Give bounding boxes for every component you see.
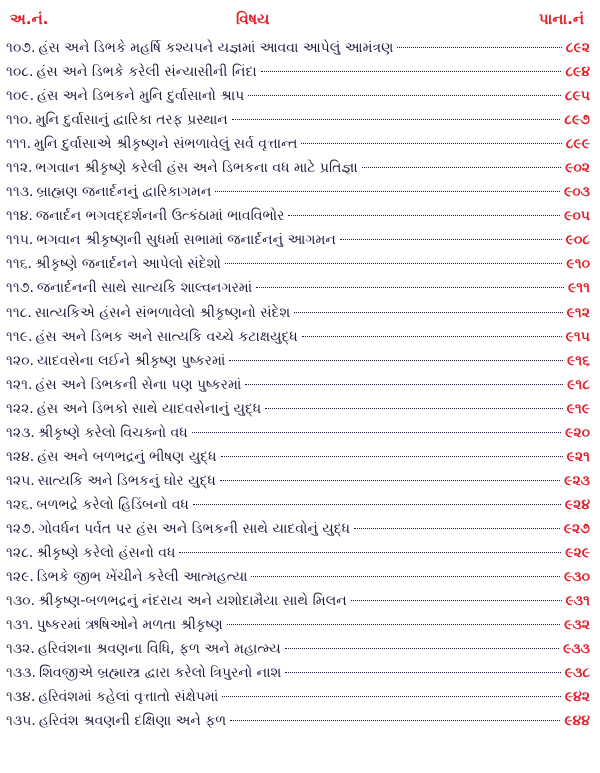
- entry-title: હરિવંશના શ્રવણના વિધિ, ફળ અને મહાત્મ્ય: [37, 641, 281, 658]
- entry-title: જનાર્દનની સાથે સાત્યકિ શાલ્વનગરમાં: [36, 280, 253, 297]
- column-header-page: પાના.નં: [538, 10, 584, 28]
- entry-title: ડિભકે જીભ ખેંચીને કરેલી આત્મહત્યા: [36, 569, 248, 586]
- entry-page-number: ૯૧૫: [565, 328, 590, 345]
- entry-number: ૧૨૧: [6, 376, 28, 393]
- entry-number-separator: .: [29, 617, 34, 634]
- entry-page-number: ૯૧૧: [567, 280, 590, 297]
- entry-page-number: ૮૯૫: [564, 88, 590, 105]
- entry-page-number: ૮૯૯: [565, 136, 590, 153]
- entry-title: શ્રીકૃષ્ણે જનાર્દનને આપેલો સંદેશો: [35, 256, 221, 273]
- entry-number: ૧૧૫: [6, 232, 29, 249]
- dot-leader: [362, 167, 561, 168]
- toc-entry: [6, 661, 590, 685]
- dot-leader: [285, 648, 559, 649]
- toc-header: [6, 6, 592, 34]
- entry-title: હંસ અને ડિભકની સેના પણ પુષ્કરમાં: [35, 376, 242, 393]
- entry-number-separator: .: [29, 88, 35, 105]
- dot-leader: [285, 672, 560, 673]
- entry-number-separator: .: [27, 160, 33, 177]
- entry-number: ૧૩૧: [6, 617, 30, 634]
- entry-title: જનાર્દન ભગવદ્દર્શનની ઉત્કંઠામાં ભાવવિભોર: [35, 208, 285, 225]
- toc-entry: [6, 156, 590, 180]
- entry-page-number: ૯૦૫: [564, 208, 590, 225]
- toc-entry: [6, 541, 590, 565]
- entry-page-number: ૯૦૩: [563, 184, 590, 201]
- entry-number: ૧૨૬: [6, 496, 29, 513]
- toc-entry: [6, 493, 590, 517]
- dot-leader: [256, 287, 564, 288]
- dot-leader: [221, 456, 563, 457]
- toc-entry: [6, 421, 590, 445]
- toc-entry: [6, 108, 590, 132]
- column-header-number: અ.નં.: [10, 10, 49, 28]
- entry-number: ૧૧૬: [6, 256, 28, 273]
- entry-number-separator: .: [28, 112, 33, 129]
- entry-title: બ્રાહ્મણ જનાર્દનનું દ્વારિકાગમન: [36, 184, 212, 201]
- toc-entry: [6, 252, 590, 276]
- entry-number-separator: .: [30, 424, 35, 441]
- entry-number-separator: .: [29, 64, 34, 81]
- entry-title: હંસ અને ડિભક અને સાત્યકિ વચ્ચે કટાક્ષયુદ્ધ: [35, 328, 298, 345]
- dot-leader: [265, 408, 562, 409]
- entry-number-separator: .: [28, 232, 34, 249]
- entry-number: ૧૧૮: [6, 304, 28, 321]
- entry-number-separator: .: [28, 496, 34, 513]
- entry-number-separator: .: [30, 689, 36, 706]
- column-header-subject: વિષય: [236, 10, 270, 28]
- toc-entry: [6, 180, 590, 204]
- entry-title: ભગવાન શ્રીકૃષ્ણની સુધર્મા સભામાં જનાર્દનનું આગમન: [36, 232, 336, 249]
- dot-leader: [220, 480, 560, 481]
- entry-page-number: ૯૩૮: [564, 665, 590, 682]
- entry-number: ૧૦૮: [6, 64, 29, 81]
- toc-entry: [6, 637, 590, 661]
- dot-leader: [301, 143, 561, 144]
- entry-number: ૧૧૭: [6, 280, 30, 297]
- dot-leader: [192, 432, 561, 433]
- entry-number-separator: .: [31, 713, 36, 730]
- toc-entry: [6, 589, 590, 613]
- entry-page-number: ૯૩૧: [565, 593, 590, 610]
- entry-page-number: ૯૨૪: [564, 496, 590, 513]
- entry-title: મુનિ દુર્વાસાનું દ્વારિકા તરફ પ્રસ્થાન: [35, 112, 228, 129]
- entry-number: ૧૨૪: [6, 448, 30, 465]
- dot-leader: [354, 528, 560, 529]
- entry-page-number: ૯૨૩: [564, 472, 590, 489]
- entry-title: સાત્યકિએ હંસને સંભળાવેલો શ્રીકૃષ્ણનો સંદેશ: [34, 304, 291, 321]
- dot-leader: [288, 215, 560, 216]
- entry-number: ૧૧૩: [6, 184, 30, 201]
- dot-leader: [193, 504, 561, 505]
- entry-title: ભગવાન શ્રીકૃષ્ણે કરેલી હંસ અને ડિભકના વધ માટે પ્રતિજ્ઞા: [35, 160, 358, 177]
- entry-title: ગોવર્ધન પર્વત પર હંસ અને ડિભકની સાથે યાદવોનું યુદ્ધ: [38, 520, 350, 537]
- entry-page-number: ૯૧૨: [566, 304, 590, 321]
- dot-leader: [340, 239, 562, 240]
- entry-number-separator: .: [29, 352, 34, 369]
- entry-number-separator: .: [30, 520, 36, 537]
- entry-title: હંસ અને ડિભકે કરેલી સંન્યાસીની નિંદા: [36, 64, 257, 81]
- toc-entry: [6, 204, 590, 228]
- entry-title: યાદવસેના લઈને શ્રીકૃષ્ણ પુષ્કરમાં: [36, 352, 226, 369]
- entry-number-separator: .: [27, 256, 33, 273]
- toc-entry: [6, 565, 590, 589]
- dot-leader: [227, 624, 560, 625]
- entry-title: શિવજીએ બ્રહ્માસ્ત્ર દ્વારા કરેલો ત્રિપુરનો નાશ: [38, 665, 282, 682]
- entry-number-separator: .: [30, 472, 35, 489]
- toc-entry: [6, 60, 590, 84]
- toc-entry: [6, 276, 590, 300]
- entry-number: ૧૦૯: [6, 88, 30, 105]
- entry-page-number: ૯૨૦: [565, 424, 590, 441]
- toc-entry: [6, 613, 590, 637]
- entry-title: બળભદ્રે કરેલો હિડિંબનો વધ: [36, 496, 189, 513]
- entry-page-number: ૯૩૦: [563, 569, 590, 586]
- dot-leader: [225, 263, 563, 264]
- entry-title: હંસ અને ડિભકે મહર્ષિ કશ્યપને યજ્ઞમાં આવવા આપેલું આમંત્રણ: [38, 40, 394, 56]
- entry-title: શ્રીકૃષ્ણે કરેલો વિચક્નો વધ: [37, 424, 188, 441]
- entry-number: ૧૨૯: [6, 569, 30, 586]
- toc-entry: [6, 445, 590, 469]
- dot-leader: [232, 119, 561, 120]
- entry-number: ૧૧૧: [6, 136, 27, 153]
- entry-number: ૧૩૦: [6, 593, 31, 610]
- entry-page-number: ૯૩૩: [563, 641, 590, 658]
- entry-title: હંસ અને ડિભકને મુનિ દુર્વાસાનો શ્રાપ: [37, 88, 245, 105]
- entry-page-number: ૮૯૪: [565, 64, 590, 81]
- toc-entry: [6, 709, 590, 733]
- entry-page-number: ૯૩૨: [564, 617, 590, 634]
- entry-page-number: ૯૦૨: [565, 160, 590, 177]
- entry-title: મુનિ દુર્વાસાએ શ્રીકૃષ્ણને સંભળાવેલું સર્વ વૃત્તાન્ત: [34, 136, 298, 153]
- dot-leader: [179, 552, 561, 553]
- entry-page-number: ૯૪૨: [564, 689, 590, 706]
- entry-title: સાત્યકિ અને ડિભકનું ઘોર યુદ્ધ: [37, 472, 216, 489]
- entry-number-separator: .: [30, 641, 35, 658]
- toc-entry: [6, 373, 590, 397]
- entry-number: ૧૨૨: [6, 400, 30, 417]
- dot-leader: [215, 191, 560, 192]
- entry-number: ૧૨૩: [6, 424, 31, 441]
- entry-number-separator: .: [27, 376, 33, 393]
- entry-title: હંસ અને ડિભકો સાથે યાદવસેનાનું યુદ્ધ: [36, 400, 262, 417]
- toc-entry: [6, 36, 590, 60]
- entry-page-number: ૮૯૨: [565, 40, 590, 56]
- entry-title: હરિવંશ શ્રવણની દક્ષિણા અને ફળ: [38, 713, 227, 730]
- entry-number-separator: .: [29, 184, 34, 201]
- entry-number: ૧૧૦: [6, 112, 29, 129]
- entry-page-number: ૯૨૧: [566, 448, 590, 465]
- dot-leader: [397, 47, 561, 48]
- entry-title: શ્રીકૃષ્ણ-બળભદ્રનું નંદરાય અને યશોદામૈયા સાથે મિલન: [38, 593, 347, 610]
- entry-number: ૧૨૦: [6, 352, 30, 369]
- entry-number-separator: .: [31, 40, 36, 56]
- toc-entry: [6, 301, 590, 325]
- entry-number-separator: .: [31, 665, 36, 682]
- entry-number: ૧૧૪: [6, 208, 29, 225]
- entry-number-separator: .: [28, 328, 33, 345]
- entry-number-separator: .: [29, 448, 35, 465]
- entry-number-separator: .: [29, 280, 34, 297]
- entry-number: ૧૩૫: [6, 713, 32, 730]
- entry-page-number: ૯૧૮: [567, 376, 590, 393]
- entry-page-number: ૯૧૦: [566, 256, 590, 273]
- entry-number: ૧૧૯: [6, 328, 29, 345]
- entry-number: ૧૨૮: [6, 544, 29, 561]
- entry-number: ૧૩૩: [6, 665, 32, 682]
- dot-leader: [294, 312, 562, 313]
- toc-entry: [6, 685, 590, 709]
- entry-title: હંસ અને બળભદ્રનું ભીષણ યુદ્ધ: [37, 448, 217, 465]
- entry-page-number: ૯૧૬: [567, 352, 590, 369]
- toc-entries: [6, 36, 590, 733]
- entry-title: હરિવંશમાં કહેલાં વૃત્તાતો સંક્ષેપમાં: [38, 689, 219, 706]
- entry-number: ૧૨૭: [6, 520, 31, 537]
- toc-entry: [6, 469, 590, 493]
- entry-number-separator: .: [26, 136, 32, 153]
- entry-page-number: ૯૨૭: [563, 520, 590, 537]
- toc-entry: [6, 517, 590, 541]
- toc-entry: [6, 228, 590, 252]
- entry-number: ૧૨૫: [6, 472, 31, 489]
- entry-number-separator: .: [28, 208, 33, 225]
- dot-leader: [245, 384, 563, 385]
- dot-leader: [261, 71, 562, 72]
- entry-page-number: ૯૦૮: [565, 232, 590, 249]
- entry-number: ૧૦૭: [6, 40, 32, 56]
- entry-title: શ્રીકૃષ્ણે કરેલો હંસનો વધ: [36, 544, 176, 561]
- entry-page-number: ૯૧૯: [566, 400, 590, 417]
- entry-number: ૧૩૪: [6, 689, 31, 706]
- entry-number-separator: .: [28, 544, 34, 561]
- toc-entry: [6, 349, 590, 373]
- entry-number-separator: .: [27, 304, 32, 321]
- entry-number: ૧૧૨: [6, 160, 28, 177]
- toc-entry: [6, 84, 590, 108]
- entry-title: પુષ્કરમાં ઋષિઓને મળતા શ્રીકૃષ્ણ: [36, 617, 223, 634]
- toc-entry: [6, 132, 590, 156]
- entry-number-separator: .: [29, 569, 34, 586]
- dot-leader: [248, 95, 561, 96]
- dot-leader: [230, 720, 560, 721]
- entry-number-separator: .: [29, 400, 34, 417]
- toc-entry: [6, 397, 590, 421]
- entry-page-number: ૯૨૯: [565, 544, 590, 561]
- entry-number: ૧૩૨: [6, 641, 31, 658]
- entry-page-number: ૯૪૪: [564, 713, 590, 730]
- toc-entry: [6, 325, 590, 349]
- dot-leader: [251, 576, 559, 577]
- dot-leader: [351, 600, 562, 601]
- entry-page-number: ૮૯૭: [564, 112, 590, 129]
- dot-leader: [229, 360, 563, 361]
- dot-leader: [302, 336, 562, 337]
- entry-number-separator: .: [30, 593, 36, 610]
- dot-leader: [222, 696, 561, 697]
